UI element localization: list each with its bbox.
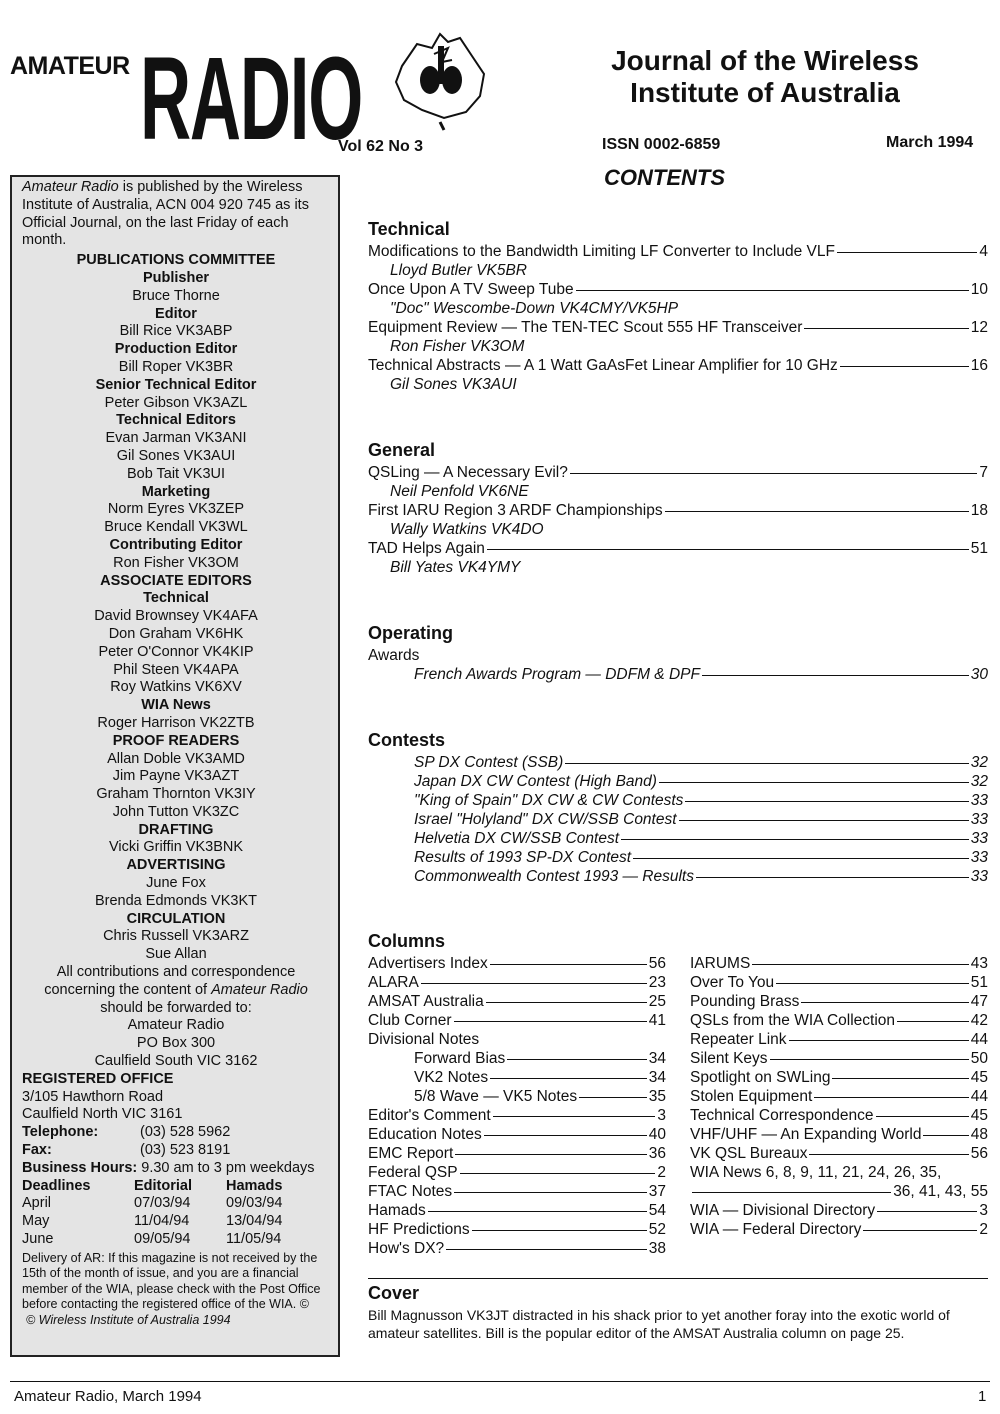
address-line: Amateur Radio <box>127 1017 225 1034</box>
toc-entry <box>690 1125 988 1144</box>
staff-name: Norm Eyres VK3ZEP <box>107 501 245 518</box>
reg-office-line: 3/105 Hawthorn Road <box>22 1088 164 1105</box>
staff-name: Peter Gibson VK3AZL <box>104 394 248 411</box>
entry-title: Japan DX CW Contest (High Band) <box>414 773 657 790</box>
entry-page: 45 <box>970 1069 988 1086</box>
section-contests-heading: Contests <box>368 730 446 750</box>
entry-page: 33 <box>970 811 988 828</box>
entry-title: Technical Abstracts — A 1 Watt GaAsFet Linear Amplifier for 10 GHz <box>368 357 838 374</box>
entry-page: 25 <box>648 993 666 1010</box>
leader-line <box>814 1097 968 1098</box>
leader-line <box>863 1230 977 1231</box>
leader-line <box>789 1040 969 1041</box>
wia-logo-icon <box>382 26 502 138</box>
fax-row <box>22 1142 330 1160</box>
toc-entry <box>690 1144 988 1163</box>
leader-line <box>565 763 968 764</box>
staff-name: Roy Watkins VK6XV <box>110 679 242 696</box>
entry-page: 47 <box>970 993 988 1010</box>
entry-title: QSLing — A Necessary Evil? <box>368 464 568 481</box>
entry-page: 48 <box>970 1126 988 1143</box>
contrib-text-1: All contributions and correspondence concerning the content of <box>44 964 296 998</box>
section-general-heading: General <box>368 440 436 460</box>
entry-title: VK2 Notes <box>414 1069 489 1086</box>
leader-line <box>876 1116 969 1117</box>
deadlines-header <box>22 1178 330 1196</box>
toc-entry <box>690 1087 988 1106</box>
leader-line <box>454 1021 647 1022</box>
deadline-month: June <box>22 1231 54 1248</box>
deadline-row <box>22 1195 330 1213</box>
leader-line <box>490 964 647 965</box>
staff-list <box>22 252 330 964</box>
leader-line <box>804 328 968 329</box>
toc-entry <box>368 1220 666 1239</box>
entry-page: 56 <box>970 1145 988 1162</box>
entry-title: SP DX Contest (SSB) <box>414 754 564 771</box>
staff-name: David Brownsey VK4AFA <box>94 608 258 625</box>
entry-title: Forward Bias <box>414 1050 506 1067</box>
entry-page: 41 <box>648 1012 666 1029</box>
leader-line <box>579 1097 647 1098</box>
leader-line <box>679 820 969 821</box>
editorial-col: Editorial <box>134 1177 193 1194</box>
section-operating-heading: Operating <box>368 623 454 643</box>
toc-entry <box>368 539 988 558</box>
staff-name: Jim Payne VK3AZT <box>112 768 240 785</box>
entry-page: 2 <box>657 1164 666 1181</box>
operating-list <box>368 665 988 684</box>
entry-title: Advertisers Index <box>368 955 488 972</box>
entry-page: 44 <box>970 1031 988 1048</box>
leader-line <box>665 511 969 512</box>
entry-title: WIA — Divisional Directory <box>690 1202 876 1219</box>
toc-entry <box>368 280 988 299</box>
entry-page: 51 <box>970 974 988 991</box>
staff-name: Ron Fisher VK3OM <box>113 554 239 571</box>
staff-heading: Production Editor <box>114 341 238 358</box>
telephone-label: Telephone: <box>22 1124 99 1141</box>
section-technical-heading: Technical <box>368 219 450 239</box>
journal-title <box>520 45 1000 109</box>
deadline-hamads: 11/05/94 <box>226 1231 282 1248</box>
entry-title: Stolen Equipment <box>690 1088 813 1105</box>
entry-page: 36 <box>648 1145 666 1162</box>
contents-heading: CONTENTS <box>604 165 725 190</box>
staff-name: Brenda Edmonds VK3KT <box>94 892 257 909</box>
fax-value: (03) 523 8191 <box>140 1142 231 1159</box>
leader-line <box>923 1135 968 1136</box>
toc-entry <box>690 992 988 1011</box>
entry-title: FTAC Notes <box>368 1183 453 1200</box>
deadline-row <box>22 1231 330 1249</box>
leader-line <box>490 1078 647 1079</box>
leader-line <box>692 1192 891 1193</box>
staff-name: John Tutton VK3ZC <box>112 803 240 820</box>
toc-entry <box>690 1068 988 1087</box>
staff-heading: Technical <box>143 590 209 607</box>
leader-line <box>493 1116 656 1117</box>
staff-name: Chris Russell VK3ARZ <box>103 928 249 945</box>
entry-title: Equipment Review — The TEN-TEC Scout 555 HF Transceiver <box>368 319 803 336</box>
entry-title: EMC Report <box>368 1145 454 1162</box>
staff-heading: ASSOCIATE EDITORS <box>100 572 252 589</box>
entry-title: AMSAT Australia <box>368 993 484 1010</box>
deadline-month: May <box>22 1213 50 1230</box>
entry-title: Editor's Comment <box>368 1107 491 1124</box>
telephone-value: (03) 528 5962 <box>140 1124 231 1141</box>
deadline-row <box>22 1213 330 1231</box>
hamads-col: Hamads <box>226 1177 283 1194</box>
wia-logo <box>382 26 502 138</box>
toc-entry <box>690 1220 988 1239</box>
toc-entry <box>368 791 988 810</box>
entry-title: Helvetia DX CW/SSB Contest <box>414 830 620 847</box>
staff-heading: PROOF READERS <box>112 732 240 749</box>
page-number: 1 <box>978 1388 987 1405</box>
toc-entry <box>690 1201 988 1220</box>
staff-heading: Technical Editors <box>116 412 236 429</box>
masthead-amateur: AMATEUR <box>10 52 130 80</box>
deadlines-col: Deadlines <box>22 1177 91 1194</box>
leader-line <box>752 964 968 965</box>
leader-line <box>659 782 969 783</box>
entry-author: Bill Yates VK4YMY <box>390 559 521 576</box>
contests-list <box>368 753 988 886</box>
toc-entry <box>690 1011 988 1030</box>
toc-entry <box>368 753 988 772</box>
columns-lists <box>368 954 988 1258</box>
entry-page: 2 <box>979 1221 988 1238</box>
staff-heading: ADVERTISING <box>126 857 226 874</box>
deadline-month: April <box>22 1195 52 1212</box>
fax-label: Fax: <box>22 1142 52 1159</box>
toc-entry <box>690 1106 988 1125</box>
toc-entry <box>368 973 666 992</box>
staff-name: Don Graham VK6HK <box>108 625 244 642</box>
entry-page: 35 <box>648 1088 666 1105</box>
leader-line <box>486 1002 647 1003</box>
general-list <box>368 463 988 577</box>
leader-line <box>446 1249 647 1250</box>
entry-title: Commonwealth Contest 1993 — Results <box>414 868 694 885</box>
staff-name: Bruce Thorne <box>132 287 220 304</box>
entry-page: 34 <box>648 1050 666 1067</box>
entry-title: Silent Keys <box>690 1050 768 1067</box>
entry-page: 7 <box>979 464 988 481</box>
entry-title: HF Predictions <box>368 1221 470 1238</box>
leader-line <box>460 1173 656 1174</box>
toc-entry <box>368 1182 666 1201</box>
entry-title: Federal QSP <box>368 1164 458 1181</box>
leader-line <box>484 1135 647 1136</box>
entry-page: 23 <box>648 974 666 991</box>
reg-office-line: Caulfield North VIC 3161 <box>22 1106 183 1123</box>
leader-line <box>696 877 969 878</box>
toc-entry <box>690 1049 988 1068</box>
toc-entry-continued <box>690 1182 988 1201</box>
entry-author: Gil Sones VK3AUI <box>390 376 517 393</box>
entry-title: Pounding Brass <box>690 993 800 1010</box>
hours-value: 9.30 am to 3 pm weekdays <box>137 1159 315 1176</box>
deadline-hamads: 13/04/94 <box>226 1213 283 1230</box>
telephone-row <box>22 1124 330 1142</box>
leader-line <box>837 252 977 253</box>
entry-title: ALARA <box>368 974 419 991</box>
entry-page: 43 <box>970 955 988 972</box>
entry-title: TAD Helps Again <box>368 540 485 557</box>
entry-title: Hamads <box>368 1202 426 1219</box>
address-line: PO Box 300 <box>136 1035 216 1052</box>
entry-page: 40 <box>648 1126 666 1143</box>
toc-entry <box>690 954 988 973</box>
toc-entry <box>368 992 666 1011</box>
deadline-editorial: 11/04/94 <box>134 1213 190 1230</box>
entry-page: 33 <box>970 849 988 866</box>
entry-author: Ron Fisher VK3OM <box>390 338 525 355</box>
entry-title: IARUMS <box>690 955 751 972</box>
toc-entry <box>368 772 988 791</box>
footer-rule <box>10 1381 990 1382</box>
masthead-radio: RADIO <box>140 33 363 165</box>
toc-entry <box>690 1030 988 1049</box>
leader-line <box>428 1211 647 1212</box>
entry-title: Education Notes <box>368 1126 482 1143</box>
copyright-note: © Wireless Institute of Australia 1994 <box>26 1312 231 1327</box>
entry-title: 5/8 Wave — VK5 Notes <box>414 1088 578 1105</box>
toc-entry <box>368 1049 666 1068</box>
staff-name: Graham Thornton VK3IY <box>96 786 256 803</box>
entry-page: 32 <box>970 773 988 790</box>
toc-entry <box>368 1011 666 1030</box>
entry-page: 45 <box>970 1107 988 1124</box>
staff-name: Bill Rice VK3ABP <box>119 323 233 340</box>
delivery-note: Delivery of AR: If this magazine is not received by the 15th of the month of issue, and you are a financial member of the WIA, please check with the Post Office before contacting the registered office of the WIA. © <box>22 1250 321 1312</box>
entry-page: 34 <box>648 1069 666 1086</box>
entry-title: QSLs from the WIA Collection <box>690 1012 896 1029</box>
entry-page: 18 <box>970 502 988 519</box>
entry-page: 33 <box>970 792 988 809</box>
toc-entry <box>368 501 988 520</box>
staff-heading: DRAFTING <box>138 821 214 838</box>
staff-heading: PUBLICATIONS COMMITTEE <box>76 252 276 269</box>
toc-entry <box>368 463 988 482</box>
staff-heading: Contributing Editor <box>109 536 243 553</box>
staff-name: Bob Tait VK3UI <box>126 465 226 482</box>
address-line: Caulfield South VIC 3162 <box>94 1053 258 1070</box>
entry-page: 33 <box>970 830 988 847</box>
intro-text: is published by the Wireless Institute of Australia, ACN 004 920 745 as its Official Journal, on the last Friday of each month. <box>22 179 309 249</box>
entry-author: Lloyd Butler VK5BR <box>390 262 527 279</box>
toc-entry <box>690 973 988 992</box>
sidebar-intro <box>22 179 330 250</box>
leader-line <box>472 1230 647 1231</box>
leader-line <box>576 290 969 291</box>
toc-entry <box>368 1106 666 1125</box>
staff-name: Bruce Kendall VK3WL <box>104 519 248 536</box>
staff-heading: Marketing <box>141 483 211 500</box>
staff-heading: Editor <box>155 305 197 322</box>
leader-line <box>832 1078 968 1079</box>
toc-entry <box>368 1087 666 1106</box>
entry-page: 30 <box>970 666 988 683</box>
entry-author: Wally Watkins VK4DO <box>390 521 544 538</box>
journal-title-line2: Institute of Australia <box>630 77 900 108</box>
staff-sidebar <box>10 175 340 1357</box>
entry-title: Results of 1993 SP-DX Contest <box>414 849 632 866</box>
staff-heading: Senior Technical Editor <box>95 376 257 393</box>
leader-line <box>801 1002 968 1003</box>
business-hours <box>22 1160 330 1178</box>
entry-title: Club Corner <box>368 1012 452 1029</box>
entry-title: Repeater Link <box>690 1031 787 1048</box>
entry-page: 10 <box>970 281 988 298</box>
toc-entry <box>368 242 988 261</box>
section-columns-heading: Columns <box>368 931 446 951</box>
entry-page: 56 <box>648 955 666 972</box>
toc-entry <box>368 318 988 337</box>
intro-title: Amateur Radio <box>22 179 119 195</box>
leader-line <box>702 675 969 676</box>
entry-page: 38 <box>648 1240 666 1257</box>
entry-page: 37 <box>648 1183 666 1200</box>
toc-entry <box>368 1144 666 1163</box>
entry-title: Israel "Holyland" DX CW/SSB Contest <box>414 811 677 828</box>
columns-left <box>368 954 666 1258</box>
toc-entry <box>368 829 988 848</box>
leader-line <box>897 1021 969 1022</box>
column-entry-title: WIA News 6, 8, 9, 11, 21, 24, 26, 35, <box>690 1164 942 1181</box>
entry-page: 36, 41, 43, 55 <box>893 1183 988 1200</box>
staff-name: Roger Harrison VK2ZTB <box>97 714 255 731</box>
entry-author: Neil Penfold VK6NE <box>390 483 529 500</box>
operating-sub: Awards <box>368 647 420 664</box>
toc-entry <box>368 954 666 973</box>
technical-list <box>368 242 988 394</box>
contributions-note <box>22 964 330 1017</box>
entry-page: 3 <box>657 1107 666 1124</box>
issn: ISSN 0002-6859 <box>602 136 721 153</box>
staff-name: Sue Allan <box>145 946 207 963</box>
leader-line <box>770 1059 969 1060</box>
entry-page: 50 <box>970 1050 988 1067</box>
staff-name: Bill Roper VK3BR <box>118 358 234 375</box>
leader-line <box>809 1154 968 1155</box>
address-block <box>22 1017 330 1070</box>
toc-entry <box>368 1068 666 1087</box>
leader-line <box>421 983 647 984</box>
entry-page: 44 <box>970 1088 988 1105</box>
entry-author: "Doc" Wescombe-Down VK4CMY/VK5HP <box>390 300 679 317</box>
leader-line <box>454 1192 647 1193</box>
footer-title: Amateur Radio, March 1994 <box>14 1388 202 1405</box>
column-group-title: Divisional Notes <box>368 1031 480 1048</box>
entry-title: Spotlight on SWLing <box>690 1069 831 1086</box>
staff-name: Vicki Griffin VK3BNK <box>108 839 244 856</box>
toc-entry <box>368 810 988 829</box>
entry-title: How's DX? <box>368 1240 445 1257</box>
entry-page: 16 <box>970 357 988 374</box>
entry-title: VK QSL Bureaux <box>690 1145 808 1162</box>
leader-line <box>487 549 969 550</box>
staff-heading: WIA News <box>141 697 211 714</box>
leader-line <box>877 1211 977 1212</box>
staff-name: Gil Sones VK3AUI <box>116 447 236 464</box>
entry-page: 51 <box>970 540 988 557</box>
leader-line <box>685 801 968 802</box>
entry-page: 3 <box>979 1202 988 1219</box>
issue-date: March 1994 <box>886 134 974 151</box>
entry-page: 32 <box>970 754 988 771</box>
deadline-hamads: 09/03/94 <box>226 1195 283 1212</box>
leader-line <box>776 983 969 984</box>
leader-line <box>455 1154 646 1155</box>
entry-page: 4 <box>979 243 988 260</box>
toc-entry <box>368 867 988 886</box>
entry-page: 52 <box>648 1221 666 1238</box>
toc-entry <box>368 1163 666 1182</box>
toc-entry <box>368 356 988 375</box>
toc-entry <box>368 1201 666 1220</box>
staff-name: June Fox <box>146 875 206 892</box>
staff-name: Allan Doble VK3AMD <box>107 750 245 767</box>
staff-heading: CIRCULATION <box>126 910 226 927</box>
entry-title: Over To You <box>690 974 775 991</box>
leader-line <box>570 473 978 474</box>
cover-text: Bill Magnusson VK3JT distracted in his shack prior to yet another foray into the exotic world of amateur satellites. Bill is the popular editor of the AMSAT Australia column on page 25. <box>368 1307 950 1341</box>
toc-entry <box>368 848 988 867</box>
entry-title: VHF/UHF — An Expanding World <box>690 1126 922 1143</box>
entry-title: French Awards Program — DDFM & DPF <box>414 666 700 683</box>
volume-number: Vol 62 No 3 <box>338 138 424 155</box>
entry-page: 42 <box>970 1012 988 1029</box>
leader-line <box>840 366 969 367</box>
journal-title-line1: Journal of the Wireless <box>611 45 919 76</box>
toc-entry <box>368 1239 666 1258</box>
hours-label: Business Hours: <box>22 1159 138 1176</box>
leader-line <box>621 839 969 840</box>
registered-office-heading: REGISTERED OFFICE <box>22 1070 174 1087</box>
entry-page: 54 <box>648 1202 666 1219</box>
contents-main <box>368 220 988 1342</box>
contrib-text-2: should be forwarded to: <box>100 999 252 1016</box>
section-cover-heading: Cover <box>368 1278 988 1303</box>
deadlines-table <box>22 1195 330 1248</box>
staff-heading: Publisher <box>142 269 210 286</box>
columns-right <box>690 954 988 1258</box>
entry-title: "King of Spain" DX CW & CW Contests <box>414 792 684 809</box>
entry-title: Modifications to the Bandwidth Limiting LF Converter to Include VLF <box>368 243 835 260</box>
deadline-editorial: 07/03/94 <box>134 1195 191 1212</box>
toc-entry <box>368 1125 666 1144</box>
entry-title: Technical Correspondence <box>690 1107 874 1124</box>
toc-entry <box>368 665 988 684</box>
leader-line <box>633 858 969 859</box>
staff-name: Peter O'Connor VK4KIP <box>98 643 254 660</box>
deadline-editorial: 09/05/94 <box>134 1231 191 1248</box>
entry-page: 33 <box>970 868 988 885</box>
contrib-title: Amateur Radio <box>211 981 308 998</box>
staff-name: Phil Steen VK4APA <box>113 661 239 678</box>
staff-name: Evan Jarman VK3ANI <box>105 430 247 447</box>
entry-title: First IARU Region 3 ARDF Championships <box>368 502 663 519</box>
entry-page: 12 <box>970 319 988 336</box>
entry-title: WIA — Federal Directory <box>690 1221 862 1238</box>
leader-line <box>507 1059 646 1060</box>
entry-title: Once Upon A TV Sweep Tube <box>368 281 574 298</box>
